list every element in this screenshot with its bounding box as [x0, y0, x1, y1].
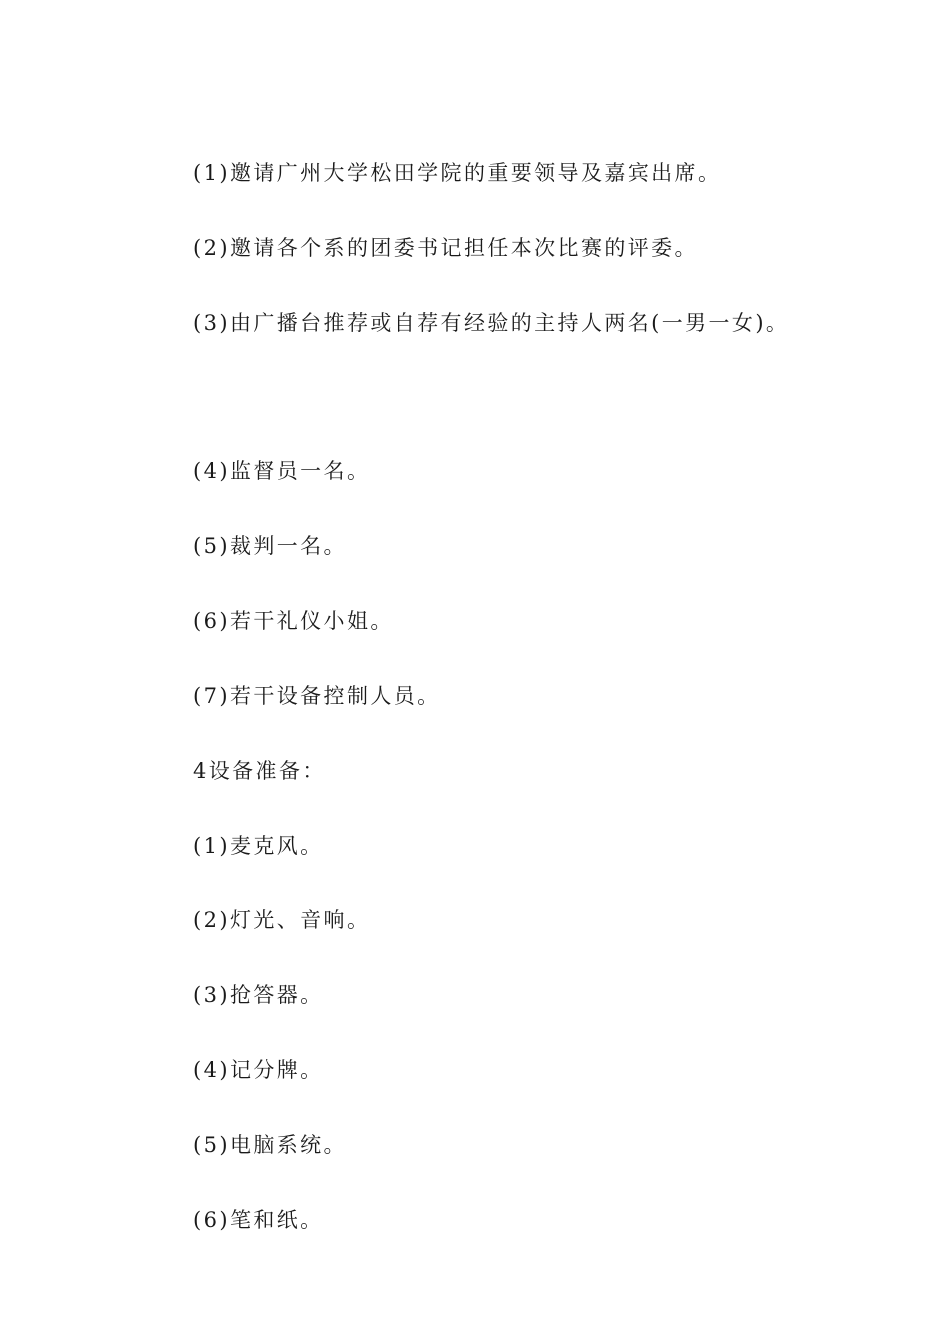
staff-item-5: (5)裁判一名。	[193, 534, 347, 558]
staff-item-7: (7)若干设备控制人员。	[193, 684, 441, 708]
staff-item-2: (2)邀请各个系的团委书记担任本次比赛的评委。	[193, 236, 698, 260]
equipment-item-6: (6)笔和纸。	[193, 1208, 324, 1232]
equipment-item-2: (2)灯光、音响。	[193, 908, 371, 932]
equipment-item-3: (3)抢答器。	[193, 983, 324, 1007]
equipment-item-1: (1)麦克风。	[193, 834, 324, 858]
equipment-heading: 4设备准备：	[193, 759, 326, 783]
staff-item-4: (4)监督员一名。	[193, 459, 371, 483]
equipment-item-4: (4)记分牌。	[193, 1058, 324, 1082]
staff-item-1: (1)邀请广州大学松田学院的重要领导及嘉宾出席。	[193, 161, 722, 185]
staff-item-6: (6)若干礼仪小姐。	[193, 609, 394, 633]
staff-item-3: (3)由广播台推荐或自荐有经验的主持人两名(一男一女)。	[193, 311, 790, 335]
equipment-item-5: (5)电脑系统。	[193, 1133, 347, 1157]
